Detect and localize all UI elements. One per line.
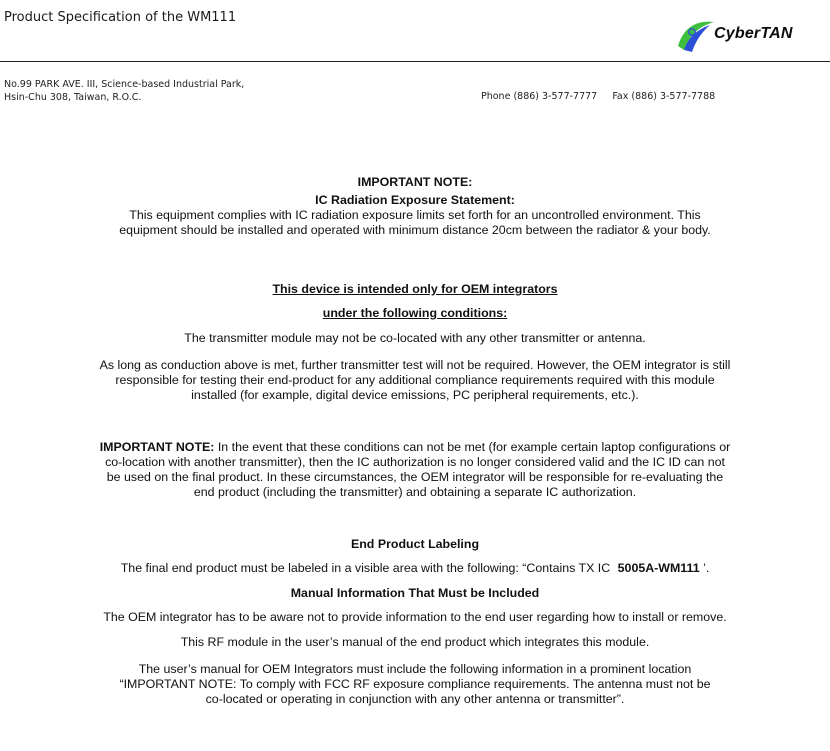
ic-radiation-line: This equipment complies with IC radiation exposure limits set forth for an uncontrolled environment. This: [129, 208, 701, 222]
oem-paragraph-line: responsible for testing their end-product for any additional compliance requirements required with this module: [115, 373, 715, 387]
note-line: co-location with another transmitter), then the IC authorization is no longer considered valid and the IC ID can not: [105, 455, 725, 469]
labeling-text-before: The final end product must be labeled in a visible area with the following: “Contains TX IC: [120, 561, 614, 575]
manual-line: The OEM integrator has to be aware not to provide information to the end user regarding how to install or remove.: [103, 610, 727, 624]
manual-line: co-located or operating in conjunction with any other antenna or transmitter”.: [205, 692, 625, 706]
ic-radiation-line: equipment should be installed and operated with minimum distance 20cm between the radiator & your body.: [119, 223, 711, 237]
ic-radiation-heading: IC Radiation Exposure Statement:: [315, 193, 515, 207]
swoosh-icon: [674, 16, 718, 56]
header-divider: [0, 61, 830, 62]
note-label: IMPORTANT NOTE:: [99, 440, 215, 454]
company-logo: [674, 16, 824, 56]
manual-line: “IMPORTANT NOTE: To comply with FCC RF exposure compliance requirements. The antenna must not be: [119, 677, 711, 691]
note-line: end product (including the transmitter) and obtaining a separate IC authorization.: [193, 485, 637, 499]
oem-heading: This device is intended only for OEM integrators: [272, 282, 558, 296]
labeling-heading: End Product Labeling: [350, 537, 480, 551]
company-address: [4, 78, 244, 104]
note-line: [0, 440, 830, 454]
oem-paragraph-line: As long as conduction above is met, further transmitter test will not be required. However, the OEM integrator is still: [99, 358, 731, 372]
contact-info: [481, 91, 715, 102]
note-text: In the event that these conditions can not be met (for example certain laptop configurations or: [214, 440, 731, 454]
labeling-text: [0, 561, 830, 575]
manual-heading: Manual Information That Must be Included: [290, 586, 540, 600]
address-line: Hsin-Chu 308, Taiwan, R.O.C.: [4, 92, 142, 103]
ic-id-value: 5005A-WM111: [617, 561, 700, 575]
document-title: Product Specification of the WM111: [4, 10, 237, 25]
phone-number: Phone (886) 3-577-7777: [481, 91, 598, 102]
oem-subheading: under the following conditions:: [322, 306, 508, 320]
oem-condition: The transmitter module may not be co-located with any other transmitter or antenna.: [184, 331, 646, 345]
manual-line: This RF module in the user’s manual of the end product which integrates this module.: [180, 635, 650, 649]
note-line: be used on the final product. In these circumstances, the OEM integrator will be responsible for re-evaluating the: [106, 470, 724, 484]
labeling-text-after: ’.: [699, 561, 710, 575]
fax-number: Fax (886) 3-577-7788: [612, 91, 716, 102]
address-line: No.99 PARK AVE. III, Science-based Industrial Park,: [4, 79, 245, 90]
oem-paragraph-line: installed (for example, digital device emissions, PC peripheral requirements, etc.).: [191, 388, 639, 402]
important-note-heading: IMPORTANT NOTE:: [357, 175, 473, 189]
logo-text: CyberTAN: [714, 25, 793, 42]
manual-line: The user’s manual for OEM Integrators must include the following information in a prominent location: [138, 662, 692, 676]
